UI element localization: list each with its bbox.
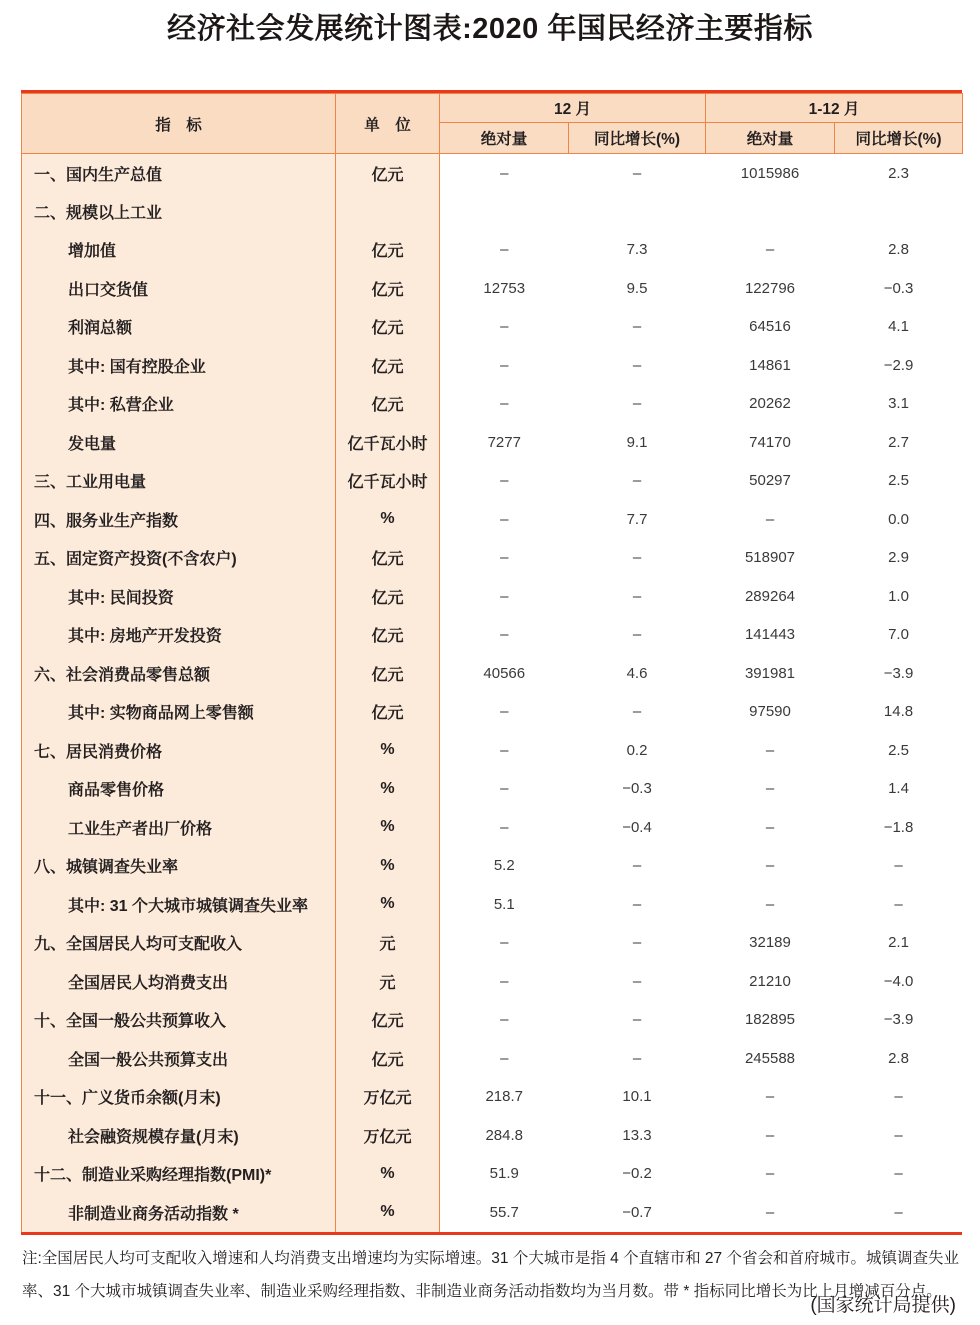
row-indicator-label: 非制造业商务活动指数 * bbox=[22, 1193, 336, 1232]
cell-december-absolute: – bbox=[440, 808, 569, 847]
cell-jan-dec-yoy: 2.5 bbox=[835, 731, 963, 770]
row-unit: 亿元 bbox=[336, 577, 440, 616]
cell-jan-dec-absolute: – bbox=[706, 1116, 835, 1155]
cell-december-yoy: 13.3 bbox=[569, 1116, 706, 1155]
cell-december-absolute: – bbox=[440, 693, 569, 732]
cell-december-yoy: −0.4 bbox=[569, 808, 706, 847]
cell-december-yoy: – bbox=[569, 616, 706, 655]
row-indicator-label: 其中: 31 个大城市城镇调查失业率 bbox=[22, 885, 336, 924]
cell-december-absolute: 51.9 bbox=[440, 1155, 569, 1194]
cell-december-yoy: 4.6 bbox=[569, 654, 706, 693]
row-indicator-label: 十二、制造业采购经理指数(PMI)* bbox=[22, 1155, 336, 1194]
row-indicator-label: 商品零售价格 bbox=[22, 770, 336, 809]
cell-jan-dec-yoy: – bbox=[835, 1193, 963, 1232]
cell-december-yoy: – bbox=[569, 385, 706, 424]
row-indicator-label: 其中: 民间投资 bbox=[22, 577, 336, 616]
row-indicator-label: 五、固定资产投资(不含农户) bbox=[22, 539, 336, 578]
cell-jan-dec-absolute: 122796 bbox=[706, 269, 835, 308]
cell-december-yoy: – bbox=[569, 308, 706, 347]
cell-jan-dec-absolute bbox=[706, 192, 835, 231]
cell-jan-dec-yoy: – bbox=[835, 885, 963, 924]
cell-december-absolute: 284.8 bbox=[440, 1116, 569, 1155]
row-indicator-label: 其中: 国有控股企业 bbox=[22, 346, 336, 385]
table-row bbox=[22, 385, 963, 424]
row-indicator-label: 其中: 私营企业 bbox=[22, 385, 336, 424]
table-row bbox=[22, 1078, 963, 1117]
row-unit: % bbox=[336, 847, 440, 886]
row-indicator-label: 七、居民消费价格 bbox=[22, 731, 336, 770]
cell-december-yoy: – bbox=[569, 577, 706, 616]
table-row bbox=[22, 654, 963, 693]
cell-jan-dec-yoy: – bbox=[835, 847, 963, 886]
row-unit: 亿千瓦小时 bbox=[336, 423, 440, 462]
table-row bbox=[22, 462, 963, 501]
table-body bbox=[22, 154, 963, 1232]
cell-jan-dec-yoy: 2.8 bbox=[835, 231, 963, 270]
row-unit: % bbox=[336, 731, 440, 770]
cell-jan-dec-absolute: 20262 bbox=[706, 385, 835, 424]
cell-jan-dec-yoy: 7.0 bbox=[835, 616, 963, 655]
cell-jan-dec-yoy: – bbox=[835, 1078, 963, 1117]
row-indicator-label: 其中: 实物商品网上零售额 bbox=[22, 693, 336, 732]
table-row bbox=[22, 577, 963, 616]
table-row bbox=[22, 885, 963, 924]
cell-december-absolute: 218.7 bbox=[440, 1078, 569, 1117]
row-unit: 亿元 bbox=[336, 231, 440, 270]
cell-jan-dec-absolute: 289264 bbox=[706, 577, 835, 616]
cell-jan-dec-yoy: 2.8 bbox=[835, 1039, 963, 1078]
table-row bbox=[22, 346, 963, 385]
row-unit: 亿元 bbox=[336, 385, 440, 424]
row-indicator-label: 九、全国居民人均可支配收入 bbox=[22, 924, 336, 963]
indicators-table-container bbox=[21, 90, 962, 1235]
cell-jan-dec-absolute: 182895 bbox=[706, 1001, 835, 1040]
cell-jan-dec-absolute: 97590 bbox=[706, 693, 835, 732]
row-indicator-label: 增加值 bbox=[22, 231, 336, 270]
row-unit: 元 bbox=[336, 924, 440, 963]
row-indicator-label: 一、国内生产总值 bbox=[22, 154, 336, 193]
row-indicator-label: 出口交货值 bbox=[22, 269, 336, 308]
cell-december-yoy: 9.1 bbox=[569, 423, 706, 462]
cell-jan-dec-yoy: – bbox=[835, 1116, 963, 1155]
cell-jan-dec-yoy: −3.9 bbox=[835, 654, 963, 693]
cell-jan-dec-yoy: 3.1 bbox=[835, 385, 963, 424]
cell-jan-dec-absolute: – bbox=[706, 731, 835, 770]
cell-december-yoy: – bbox=[569, 154, 706, 193]
cell-jan-dec-absolute: 32189 bbox=[706, 924, 835, 963]
row-indicator-label: 二、规模以上工业 bbox=[22, 192, 336, 231]
cell-december-yoy: – bbox=[569, 924, 706, 963]
cell-jan-dec-absolute: 14861 bbox=[706, 346, 835, 385]
cell-jan-dec-yoy: −4.0 bbox=[835, 962, 963, 1001]
row-unit: % bbox=[336, 1155, 440, 1194]
cell-jan-dec-yoy: 0.0 bbox=[835, 500, 963, 539]
header-group-jan-dec: 1-12 月 bbox=[706, 94, 963, 123]
cell-december-yoy: 7.7 bbox=[569, 500, 706, 539]
table-row bbox=[22, 500, 963, 539]
row-indicator-label: 六、社会消费品零售总额 bbox=[22, 654, 336, 693]
cell-december-absolute: – bbox=[440, 1001, 569, 1040]
row-indicator-label: 社会融资规模存量(月末) bbox=[22, 1116, 336, 1155]
cell-december-absolute: – bbox=[440, 500, 569, 539]
cell-jan-dec-yoy: – bbox=[835, 1155, 963, 1194]
table-row bbox=[22, 731, 963, 770]
cell-jan-dec-yoy: 2.1 bbox=[835, 924, 963, 963]
table-row bbox=[22, 269, 963, 308]
cell-jan-dec-absolute: 64516 bbox=[706, 308, 835, 347]
cell-jan-dec-yoy: 2.3 bbox=[835, 154, 963, 193]
cell-december-yoy: −0.2 bbox=[569, 1155, 706, 1194]
header-indicator: 指 标 bbox=[22, 94, 336, 154]
cell-jan-dec-absolute: – bbox=[706, 231, 835, 270]
cell-december-absolute: – bbox=[440, 577, 569, 616]
cell-jan-dec-absolute: – bbox=[706, 1193, 835, 1232]
cell-december-yoy: −0.3 bbox=[569, 770, 706, 809]
cell-jan-dec-yoy bbox=[835, 192, 963, 231]
table-row bbox=[22, 154, 963, 193]
header-dec-yoy: 同比增长(%) bbox=[569, 123, 706, 154]
row-unit: 万亿元 bbox=[336, 1116, 440, 1155]
cell-december-absolute: – bbox=[440, 731, 569, 770]
cell-december-absolute: – bbox=[440, 962, 569, 1001]
table-row bbox=[22, 808, 963, 847]
cell-jan-dec-absolute: 141443 bbox=[706, 616, 835, 655]
table-row bbox=[22, 693, 963, 732]
table-row bbox=[22, 1155, 963, 1194]
cell-december-absolute: – bbox=[440, 231, 569, 270]
cell-december-yoy: – bbox=[569, 1039, 706, 1078]
table-row bbox=[22, 1001, 963, 1040]
cell-december-yoy: – bbox=[569, 885, 706, 924]
cell-jan-dec-absolute: – bbox=[706, 500, 835, 539]
header-unit: 单 位 bbox=[336, 94, 440, 154]
cell-december-absolute: 7277 bbox=[440, 423, 569, 462]
cell-december-absolute: – bbox=[440, 385, 569, 424]
row-unit: 万亿元 bbox=[336, 1078, 440, 1117]
table-header bbox=[22, 94, 963, 154]
cell-jan-dec-yoy: 2.7 bbox=[835, 423, 963, 462]
cell-jan-dec-yoy: 2.9 bbox=[835, 539, 963, 578]
table-row bbox=[22, 192, 963, 231]
cell-jan-dec-absolute: – bbox=[706, 1078, 835, 1117]
cell-jan-dec-absolute: 391981 bbox=[706, 654, 835, 693]
cell-jan-dec-absolute: 50297 bbox=[706, 462, 835, 501]
table-row bbox=[22, 962, 963, 1001]
cell-december-absolute: – bbox=[440, 616, 569, 655]
row-unit: 亿元 bbox=[336, 1039, 440, 1078]
source-attribution: (国家统计局提供) bbox=[810, 1295, 956, 1316]
cell-december-yoy: 10.1 bbox=[569, 1078, 706, 1117]
header-dec-absolute: 绝对量 bbox=[440, 123, 569, 154]
row-unit: % bbox=[336, 885, 440, 924]
row-unit: 亿千瓦小时 bbox=[336, 462, 440, 501]
row-indicator-label: 全国一般公共预算支出 bbox=[22, 1039, 336, 1078]
row-unit: 亿元 bbox=[336, 616, 440, 655]
row-unit: 亿元 bbox=[336, 269, 440, 308]
cell-december-absolute: – bbox=[440, 770, 569, 809]
page-title: 经济社会发展统计图表:2020 年国民经济主要指标 bbox=[167, 13, 813, 45]
row-indicator-label: 三、工业用电量 bbox=[22, 462, 336, 501]
table-row bbox=[22, 423, 963, 462]
cell-december-absolute: – bbox=[440, 154, 569, 193]
cell-december-yoy: – bbox=[569, 539, 706, 578]
cell-jan-dec-absolute: 518907 bbox=[706, 539, 835, 578]
row-indicator-label: 十一、广义货币余额(月末) bbox=[22, 1078, 336, 1117]
row-unit: 元 bbox=[336, 962, 440, 1001]
cell-december-absolute: 40566 bbox=[440, 654, 569, 693]
row-indicator-label: 八、城镇调查失业率 bbox=[22, 847, 336, 886]
cell-december-yoy: −0.7 bbox=[569, 1193, 706, 1232]
footnote: 注:全国居民人均可支配收入增速和人均消费支出增速均为实际增速。31 个大城市是指 4 个直辖市和 27 个省会和首府城市。城镇调查失业率、31 个大城市城镇调查失业率、制造业采购经理指数、非制造业商务活动指数均为当月数。带 * 指标同比增长为比上月增减百分点。 bbox=[22, 1250, 959, 1300]
cell-december-yoy bbox=[569, 192, 706, 231]
table-row bbox=[22, 770, 963, 809]
cell-december-absolute: – bbox=[440, 462, 569, 501]
table-row bbox=[22, 847, 963, 886]
header-group-december: 12 月 bbox=[440, 94, 706, 123]
table-row bbox=[22, 231, 963, 270]
cell-december-yoy: 7.3 bbox=[569, 231, 706, 270]
cell-jan-dec-yoy: 14.8 bbox=[835, 693, 963, 732]
cell-december-absolute: – bbox=[440, 539, 569, 578]
row-unit: 亿元 bbox=[336, 308, 440, 347]
row-unit: % bbox=[336, 770, 440, 809]
row-indicator-label: 全国居民人均消费支出 bbox=[22, 962, 336, 1001]
row-unit: 亿元 bbox=[336, 346, 440, 385]
cell-jan-dec-yoy: −2.9 bbox=[835, 346, 963, 385]
table-row bbox=[22, 924, 963, 963]
cell-december-yoy: 0.2 bbox=[569, 731, 706, 770]
cell-jan-dec-absolute: 21210 bbox=[706, 962, 835, 1001]
cell-december-yoy: – bbox=[569, 847, 706, 886]
cell-december-yoy: – bbox=[569, 1001, 706, 1040]
cell-december-yoy: – bbox=[569, 962, 706, 1001]
cell-december-absolute: – bbox=[440, 924, 569, 963]
table-row bbox=[22, 616, 963, 655]
table-row bbox=[22, 539, 963, 578]
cell-jan-dec-absolute: – bbox=[706, 885, 835, 924]
row-unit bbox=[336, 192, 440, 231]
cell-december-absolute: 55.7 bbox=[440, 1193, 569, 1232]
cell-december-absolute: 12753 bbox=[440, 269, 569, 308]
row-unit: 亿元 bbox=[336, 154, 440, 193]
cell-jan-dec-absolute: – bbox=[706, 847, 835, 886]
cell-jan-dec-absolute: – bbox=[706, 770, 835, 809]
row-unit: 亿元 bbox=[336, 539, 440, 578]
table-row bbox=[22, 1193, 963, 1232]
cell-jan-dec-yoy: 1.0 bbox=[835, 577, 963, 616]
row-unit: % bbox=[336, 1193, 440, 1232]
cell-december-yoy: – bbox=[569, 693, 706, 732]
cell-jan-dec-absolute: 1015986 bbox=[706, 154, 835, 193]
cell-jan-dec-absolute: 74170 bbox=[706, 423, 835, 462]
cell-december-yoy: – bbox=[569, 346, 706, 385]
cell-december-absolute: – bbox=[440, 1039, 569, 1078]
cell-december-yoy: 9.5 bbox=[569, 269, 706, 308]
row-indicator-label: 发电量 bbox=[22, 423, 336, 462]
cell-jan-dec-yoy: 1.4 bbox=[835, 770, 963, 809]
cell-december-absolute: 5.2 bbox=[440, 847, 569, 886]
header-ytd-absolute: 绝对量 bbox=[706, 123, 835, 154]
row-unit: % bbox=[336, 500, 440, 539]
cell-jan-dec-absolute: 245588 bbox=[706, 1039, 835, 1078]
row-unit: 亿元 bbox=[336, 1001, 440, 1040]
cell-december-absolute: 5.1 bbox=[440, 885, 569, 924]
table-row bbox=[22, 1116, 963, 1155]
table-row bbox=[22, 1039, 963, 1078]
row-indicator-label: 其中: 房地产开发投资 bbox=[22, 616, 336, 655]
row-indicator-label: 四、服务业生产指数 bbox=[22, 500, 336, 539]
indicators-table bbox=[21, 93, 963, 1232]
row-unit: 亿元 bbox=[336, 654, 440, 693]
cell-jan-dec-yoy: 4.1 bbox=[835, 308, 963, 347]
cell-jan-dec-yoy: −0.3 bbox=[835, 269, 963, 308]
cell-december-absolute: – bbox=[440, 308, 569, 347]
cell-jan-dec-absolute: – bbox=[706, 1155, 835, 1194]
cell-jan-dec-yoy: −1.8 bbox=[835, 808, 963, 847]
cell-jan-dec-yoy: −3.9 bbox=[835, 1001, 963, 1040]
header-ytd-yoy: 同比增长(%) bbox=[835, 123, 963, 154]
cell-december-absolute: – bbox=[440, 346, 569, 385]
cell-december-absolute bbox=[440, 192, 569, 231]
cell-december-yoy: – bbox=[569, 462, 706, 501]
row-unit: 亿元 bbox=[336, 693, 440, 732]
cell-jan-dec-absolute: – bbox=[706, 808, 835, 847]
row-indicator-label: 十、全国一般公共预算收入 bbox=[22, 1001, 336, 1040]
row-unit: % bbox=[336, 808, 440, 847]
row-indicator-label: 工业生产者出厂价格 bbox=[22, 808, 336, 847]
table-row bbox=[22, 308, 963, 347]
row-indicator-label: 利润总额 bbox=[22, 308, 336, 347]
cell-jan-dec-yoy: 2.5 bbox=[835, 462, 963, 501]
